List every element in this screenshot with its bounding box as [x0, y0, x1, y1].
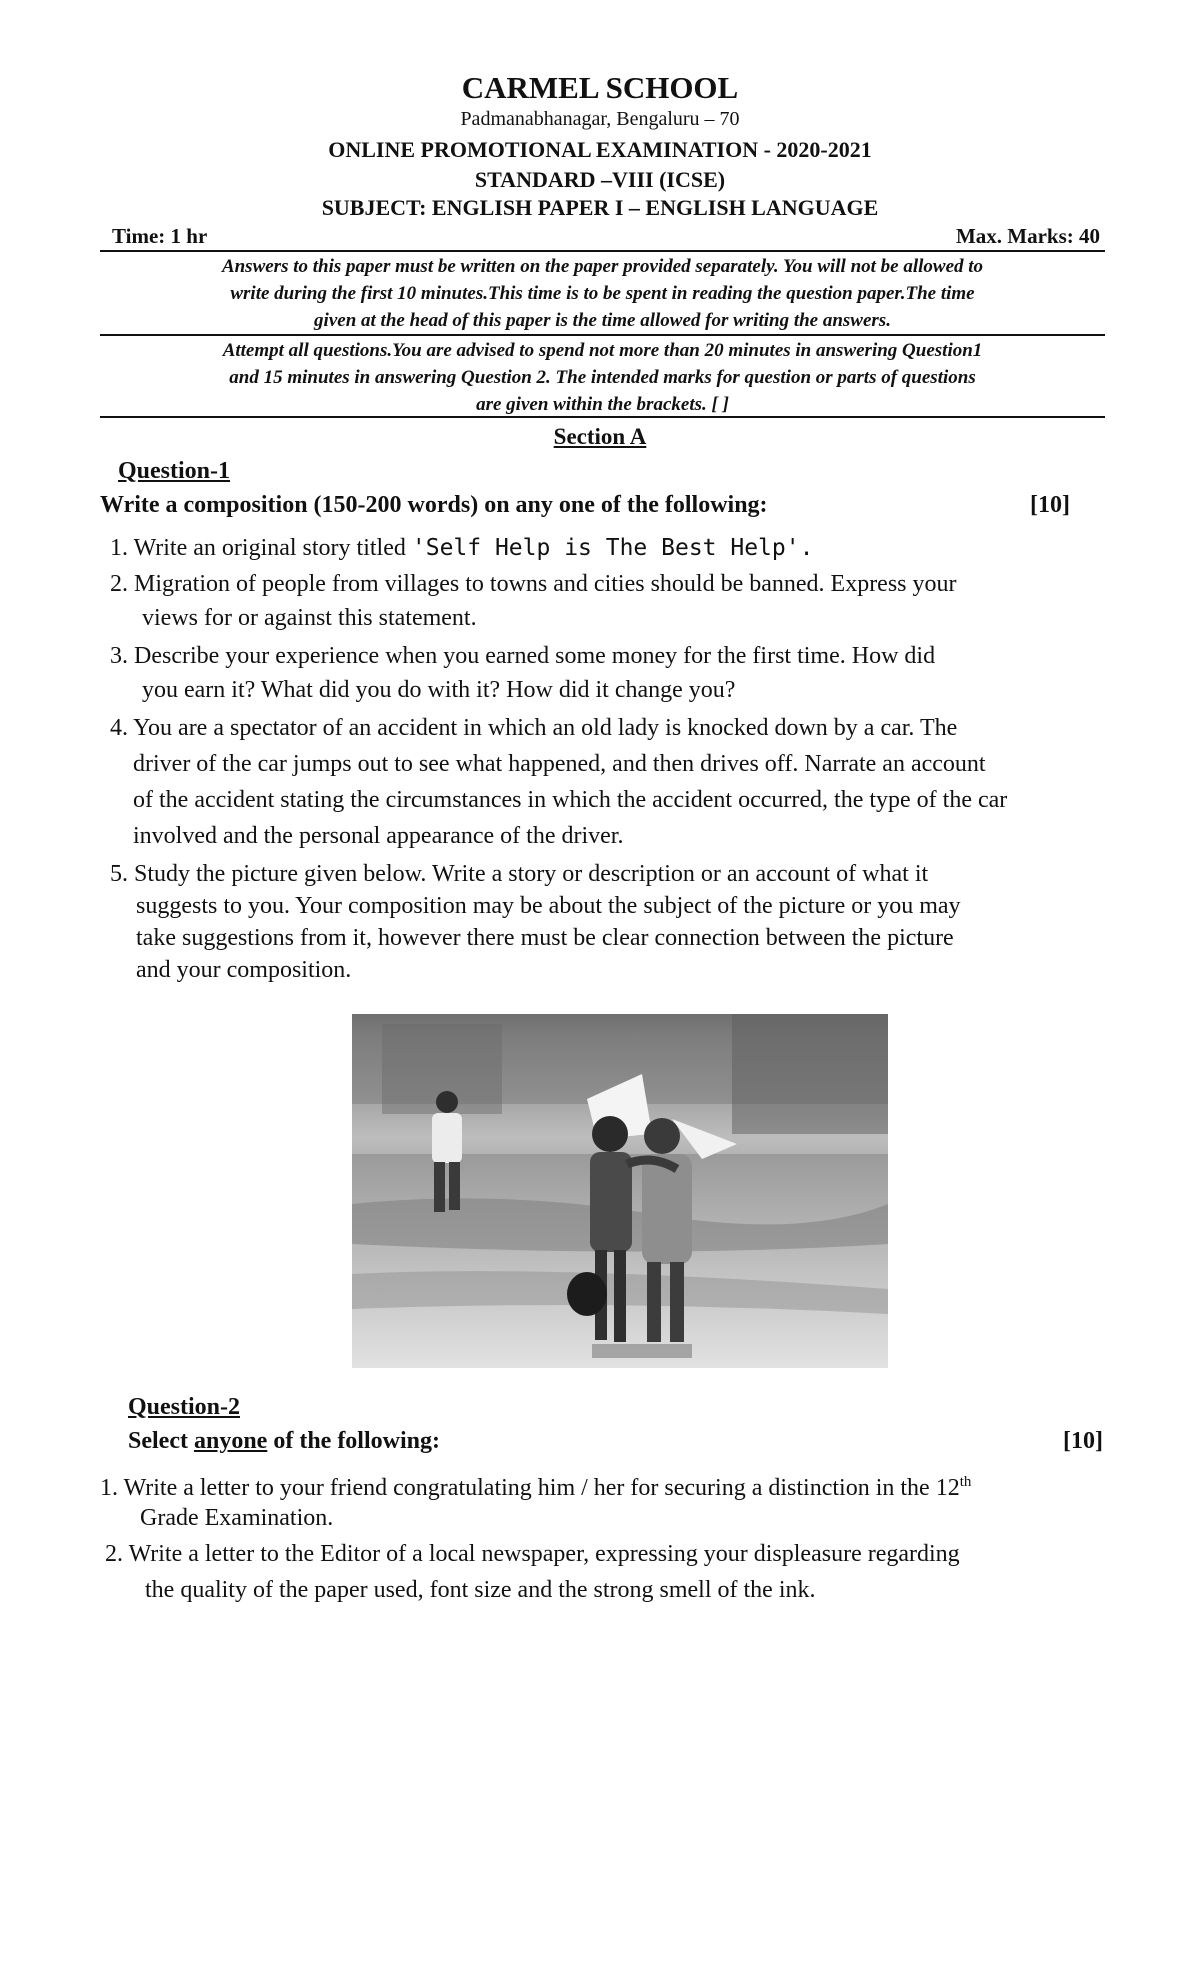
- prompt-text: of the following:: [267, 1428, 440, 1454]
- question-2-prompt: [128, 1428, 440, 1455]
- q1-item-2-cont: views for or against this statement.: [142, 605, 477, 631]
- instruction-line: given at the head of this paper is the time allowed for writing the answers.: [314, 310, 891, 331]
- prompt-text: Select: [128, 1428, 194, 1454]
- instructions-bottom-rule: [100, 416, 1105, 418]
- question-1-prompt: Write a composition (150-200 words) on any one of the following:: [100, 492, 768, 518]
- q2-item-2-cont: the quality of the paper used, font size and the strong smell of the ink.: [145, 1577, 816, 1603]
- section-title: Section A: [553, 424, 647, 449]
- instruction-line: write during the first 10 minutes.This time is to be spent in reading the question paper.The time: [230, 283, 975, 304]
- item-text: Write an original story titled: [133, 535, 406, 561]
- q1-item-5-cont: take suggestions from it, however there must be clear connection between the picture: [136, 925, 954, 951]
- instructions-block-1: [100, 253, 1105, 334]
- composition-picture: [352, 1014, 888, 1368]
- instructions-block-2: [100, 337, 1105, 418]
- q1-item-5-cont: suggests to you. Your composition may be about the subject of the picture or you may: [136, 893, 961, 919]
- q1-item-5: 5. Study the picture given below. Write a story or description or an account of what it: [110, 861, 929, 887]
- question-2-marks: [10]: [1063, 1428, 1103, 1454]
- max-marks-label: Max. Marks: 40: [955, 224, 1100, 248]
- standard-line: STANDARD –VIII (ICSE): [474, 167, 726, 192]
- question-2-heading: Question-2: [128, 1394, 241, 1420]
- ordinal-suffix: th: [959, 1474, 972, 1490]
- q1-item-4: 4. You are a spectator of an accident in which an old lady is knocked down by a car. The: [110, 715, 958, 741]
- q1-item-4-cont: driver of the car jumps out to see what happened, and then drives off. Narrate an account: [133, 751, 986, 777]
- q1-item-4-cont: involved and the personal appearance of the driver.: [133, 823, 624, 849]
- exam-title: ONLINE PROMOTIONAL EXAMINATION - 2020-2021: [328, 137, 872, 162]
- q2-item-1-cont: Grade Examination.: [140, 1505, 334, 1531]
- item-text: 1. Write a letter to your friend congratulating him / her for securing a distinction in the 12: [100, 1475, 960, 1501]
- q1-item-2: 2. Migration of people from villages to towns and cities should be banned. Express your: [110, 571, 957, 597]
- q1-item-3-cont: you earn it? What did you do with it? How did it change you?: [142, 677, 736, 703]
- time-label: Time: 1 hr: [112, 224, 208, 248]
- instruction-line: are given within the brackets. [ ]: [476, 394, 729, 415]
- q1-item-4-cont: of the accident stating the circumstances in which the accident occurred, the type of the car: [133, 787, 1008, 813]
- prompt-emphasis: anyone: [193, 1428, 268, 1454]
- question-1-heading: Question-1: [118, 458, 231, 484]
- q1-item-1: [110, 530, 813, 566]
- subject-line: SUBJECT: ENGLISH PAPER I – ENGLISH LANGUAGE: [321, 195, 879, 220]
- q1-item-5-cont: and your composition.: [136, 957, 352, 983]
- item-number: 1.: [110, 535, 128, 561]
- instruction-line: Answers to this paper must be written on the paper provided separately. You will not be allowed to: [221, 256, 984, 277]
- instructions-rule: [100, 334, 1105, 336]
- instruction-line: and 15 minutes in answering Question 2. The intended marks for question or parts of questions: [229, 367, 976, 388]
- question-1-marks: [10]: [1030, 492, 1070, 518]
- school-name: CARMEL SCHOOL: [461, 70, 739, 105]
- school-address: Padmanabhanagar, Bengaluru – 70: [460, 108, 740, 130]
- instruction-line: Attempt all questions.You are advised to spend not more than 20 minutes in answering Question1: [222, 340, 983, 361]
- q2-item-2: 2. Write a letter to the Editor of a local newspaper, expressing your displeasure regarding: [105, 1541, 960, 1567]
- header-rule: [100, 250, 1105, 252]
- story-title: 'Self Help is The Best Help'.: [411, 535, 814, 561]
- q1-item-3: 3. Describe your experience when you earned some money for the first time. How did: [110, 643, 936, 669]
